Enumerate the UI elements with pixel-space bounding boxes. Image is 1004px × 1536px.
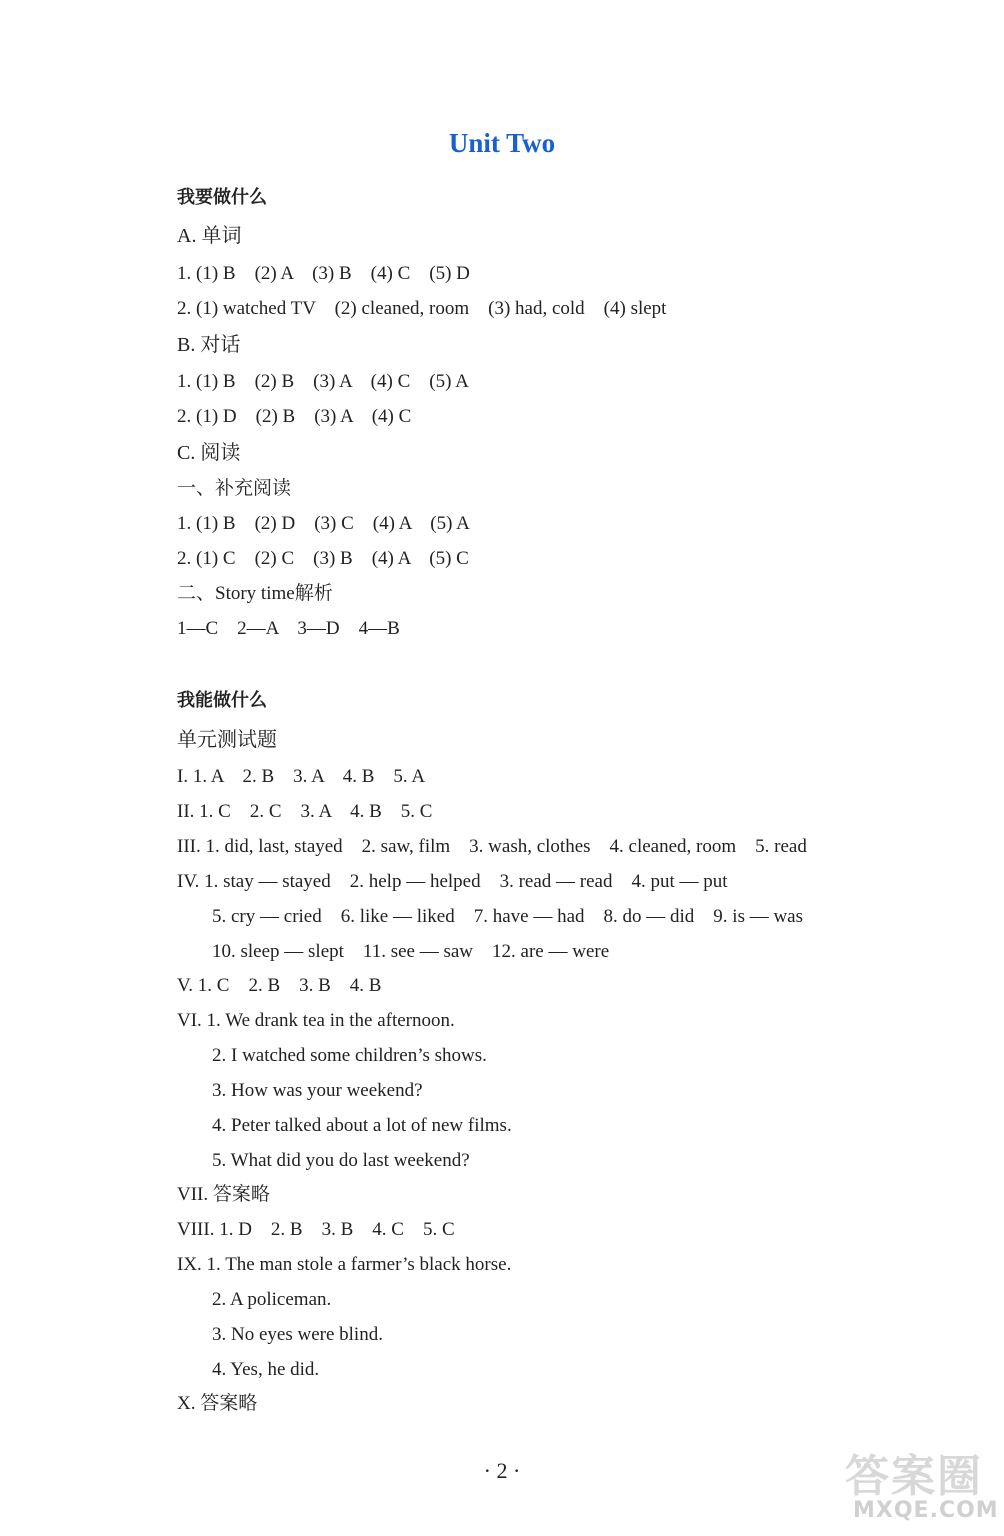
answer-line-vi-3: 3. How was your weekend? bbox=[212, 1080, 423, 1101]
supplementary-reading-heading: 一、补充阅读 bbox=[177, 478, 292, 499]
answer-line-iv-1: IV. 1. stay — stayed 2. help — helped 3. read — read 4. put — put bbox=[177, 871, 728, 892]
answer-line-i: I. 1. A 2. B 3. A 4. B 5. A bbox=[177, 766, 426, 787]
answer-line-vi-4: 4. Peter talked about a lot of new films. bbox=[212, 1115, 512, 1136]
story-time-heading: 二、Story time解析 bbox=[177, 583, 333, 604]
unit-test-heading: 单元测试题 bbox=[177, 729, 277, 751]
answer-line-b2: 2. (1) D (2) B (3) A (4) C bbox=[177, 406, 412, 427]
answer-line-vi-2: 2. I watched some children’s shows. bbox=[212, 1045, 487, 1066]
unit-title: Unit Two bbox=[448, 128, 556, 158]
answer-line-c3: 1—C 2—A 3—D 4—B bbox=[177, 618, 400, 639]
answer-line-vii: VII. 答案略 bbox=[177, 1184, 270, 1205]
answer-line-c2: 2. (1) C (2) C (3) B (4) A (5) C bbox=[177, 548, 469, 569]
answer-line-v: V. 1. C 2. B 3. B 4. B bbox=[177, 975, 382, 996]
section-heading-what-to-do: 我要做什么 bbox=[177, 187, 267, 208]
watermark-logo-text: 答案圈 bbox=[845, 1451, 983, 1502]
answer-line-a2: 2. (1) watched TV (2) cleaned, room (3) had, cold (4) slept bbox=[177, 298, 667, 319]
answer-line-viii: VIII. 1. D 2. B 3. B 4. C 5. C bbox=[177, 1219, 455, 1240]
answer-line-vi-5: 5. What did you do last weekend? bbox=[212, 1150, 470, 1171]
answer-line-iv-3: 10. sleep — slept 11. see — saw 12. are — were bbox=[212, 941, 610, 962]
watermark-url-text: MXQE.COM bbox=[853, 1498, 999, 1523]
answer-line-b1: 1. (1) B (2) B (3) A (4) C (5) A bbox=[177, 371, 469, 392]
page-number: · 2 · bbox=[483, 1458, 521, 1483]
part-c-heading: C. 阅读 bbox=[177, 442, 241, 464]
answer-line-a1: 1. (1) B (2) A (3) B (4) C (5) D bbox=[177, 263, 470, 284]
answer-line-iii: III. 1. did, last, stayed 2. saw, film 3. wash, clothes 4. cleaned, room 5. read bbox=[177, 836, 807, 857]
answer-line-ix-1: IX. 1. The man stole a farmer’s black horse. bbox=[177, 1254, 512, 1275]
answer-line-ix-2: 2. A policeman. bbox=[212, 1289, 332, 1310]
answer-line-vi-1: VI. 1. We drank tea in the afternoon. bbox=[177, 1010, 455, 1031]
watermark-logo bbox=[845, 1440, 999, 1530]
answer-line-c1: 1. (1) B (2) D (3) C (4) A (5) A bbox=[177, 513, 470, 534]
answer-line-ix-3: 3. No eyes were blind. bbox=[212, 1324, 383, 1345]
answer-line-x: X. 答案略 bbox=[177, 1393, 258, 1414]
part-a-heading: A. 单词 bbox=[177, 225, 242, 247]
answer-line-iv-2: 5. cry — cried 6. like — liked 7. have — had 8. do — did 9. is — was bbox=[212, 906, 804, 927]
part-b-heading: B. 对话 bbox=[177, 334, 241, 356]
answer-line-ii: II. 1. C 2. C 3. A 4. B 5. C bbox=[177, 801, 433, 822]
section-heading-what-i-can-do: 我能做什么 bbox=[177, 690, 267, 711]
answer-line-ix-4: 4. Yes, he did. bbox=[212, 1359, 320, 1380]
